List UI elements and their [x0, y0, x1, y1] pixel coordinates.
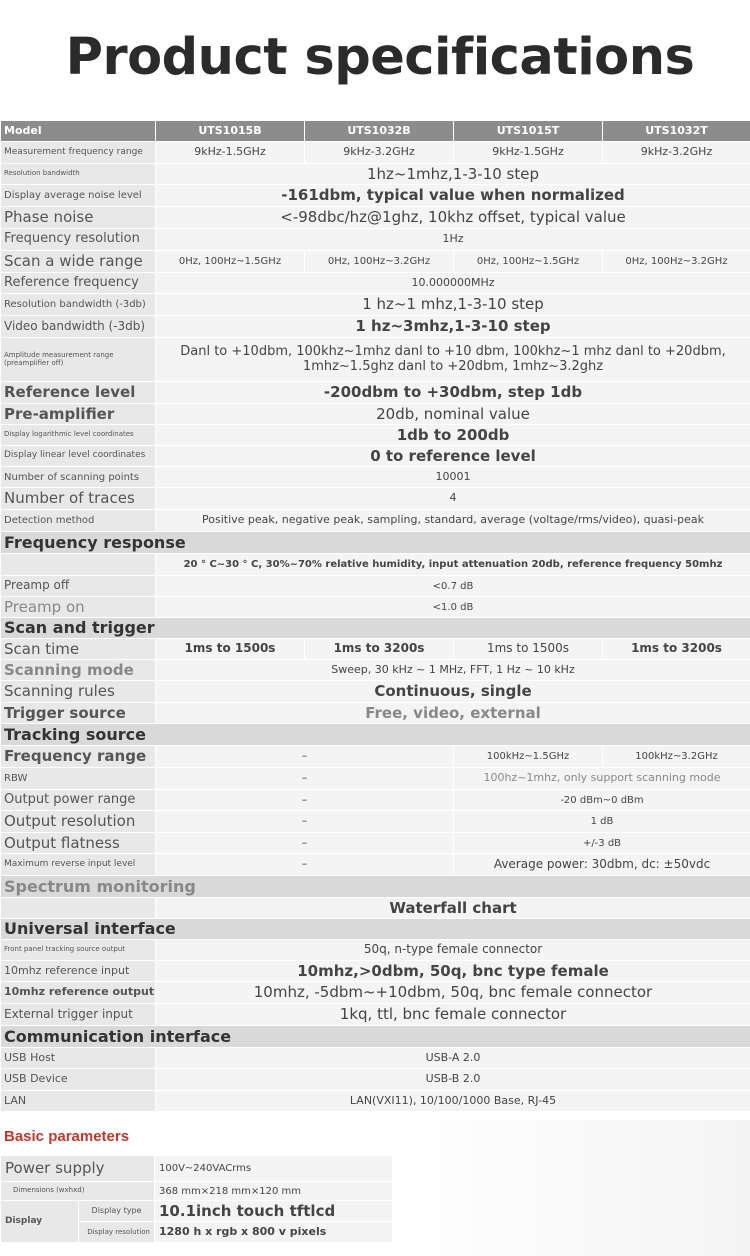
- row-value: 4: [156, 488, 750, 510]
- table-row: [1, 768, 750, 790]
- row-label: RBW: [1, 768, 156, 790]
- row-value: 9kHz-1.5GHz: [156, 142, 305, 164]
- row-value: Free, video, external: [156, 703, 750, 724]
- specifications-table: [0, 120, 750, 1112]
- row-value: -161dbm, typical value when normalized: [156, 185, 750, 207]
- row-value: 0 to reference level: [156, 446, 750, 467]
- model-label: Model: [1, 121, 156, 142]
- row-label: 10mhz reference input: [1, 961, 156, 982]
- table-row: [1, 294, 750, 316]
- row-label: Display: [1, 1201, 79, 1243]
- row-value: 1db to 200db: [156, 425, 750, 446]
- table-row: [1, 961, 750, 982]
- row-label: Frequency range: [1, 746, 156, 768]
- row-sublabel: Display resolution: [79, 1222, 155, 1243]
- row-label: Scan a wide range: [1, 251, 156, 273]
- row-value: 368 mm×218 mm×120 mm: [155, 1182, 393, 1201]
- row-value: 100hz~1mhz, only support scanning mode: [454, 768, 750, 790]
- row-value: 10001: [156, 467, 750, 488]
- table-row: [1, 510, 750, 532]
- basic-parameters-table: [0, 1155, 393, 1243]
- table-row: [1, 488, 750, 510]
- row-value: 100kHz~3.2GHz: [603, 746, 750, 768]
- section-header-spectrum-monitoring: [1, 876, 750, 898]
- row-label: Display linear level coordinates: [1, 446, 156, 467]
- row-value: Waterfall chart: [156, 898, 750, 919]
- section-title: Universal interface: [1, 919, 750, 940]
- row-value: 1 hz~1 mhz,1-3-10 step: [156, 294, 750, 316]
- model-name: UTS1032T: [603, 121, 750, 142]
- table-row: [1, 207, 750, 229]
- row-value: 9kHz-3.2GHz: [305, 142, 454, 164]
- table-row: [1, 273, 750, 294]
- section-header-tracking-source: [1, 724, 750, 746]
- row-value: -200dbm to +30dbm, step 1db: [156, 382, 750, 404]
- row-label: Display logarithmic level coordinates: [1, 425, 156, 446]
- not-applicable-dash: –: [156, 790, 454, 811]
- row-value: 10.1inch touch tftlcd: [155, 1201, 393, 1222]
- table-row: [1, 811, 750, 833]
- section-header-communication-interface: [1, 1026, 750, 1048]
- not-applicable-dash: –: [156, 811, 454, 833]
- row-label: Resolution bandwidth (-3db): [1, 294, 156, 316]
- table-row: [1, 382, 750, 404]
- row-value: 100V~240VACrms: [155, 1156, 393, 1182]
- table-row: [1, 681, 750, 703]
- table-row: [1, 251, 750, 273]
- table-row: [1, 703, 750, 724]
- table-row: [1, 338, 750, 382]
- row-label: Scanning rules: [1, 681, 156, 703]
- row-label: Number of traces: [1, 488, 156, 510]
- row-value: 1 hz~3mhz,1-3-10 step: [156, 316, 750, 338]
- row-value: USB-B 2.0: [156, 1069, 750, 1091]
- table-row: [1, 576, 750, 597]
- table-row: [1, 940, 750, 961]
- table-row: [1, 446, 750, 467]
- row-value: 1ms to 3200s: [305, 639, 454, 660]
- not-applicable-dash: –: [156, 854, 454, 876]
- row-value: Average power: 30dbm, dc: ±50vdc: [454, 854, 750, 876]
- table-row: [1, 316, 750, 338]
- row-label: Frequency resolution: [1, 229, 156, 251]
- row-label: Resolution bandwidth: [1, 164, 156, 185]
- row-value: LAN(VXI11), 10/100/1000 Base, RJ-45: [156, 1091, 750, 1112]
- row-value: 9kHz-1.5GHz: [454, 142, 603, 164]
- row-value: USB-A 2.0: [156, 1048, 750, 1069]
- table-row: [1, 229, 750, 251]
- row-label: Trigger source: [1, 703, 156, 724]
- row-value: +/-3 dB: [454, 833, 750, 854]
- row-value: 1ms to 1500s: [454, 639, 603, 660]
- section-title: Tracking source: [1, 724, 750, 746]
- row-label: Front panel tracking source output: [1, 940, 156, 961]
- row-label: Scan time: [1, 639, 156, 660]
- row-value: 1ms to 3200s: [603, 639, 750, 660]
- page-title: Product specifications: [65, 28, 695, 87]
- row-label: Amplitude measurement range (preamplifier off): [1, 338, 156, 382]
- section-header-universal-interface: [1, 919, 750, 940]
- row-label: Measurement frequency range: [1, 142, 156, 164]
- table-row: [1, 142, 750, 164]
- model-name: UTS1032B: [305, 121, 454, 142]
- row-value: 10.000000MHz: [156, 273, 750, 294]
- row-value: 1280 h x rgb x 800 v pixels: [155, 1222, 393, 1243]
- table-row: [1, 790, 750, 811]
- row-value: 0Hz, 100Hz~1.5GHz: [454, 251, 603, 273]
- row-label: [1, 898, 156, 919]
- row-value: 1hz~1mhz,1-3-10 step: [156, 164, 750, 185]
- row-label: [1, 554, 156, 576]
- row-label: Pre-amplifier: [1, 404, 156, 425]
- table-row: [1, 1069, 750, 1091]
- row-value: <-98dbc/hz@1ghz, 10khz offset, typical value: [156, 207, 750, 229]
- table-row: [1, 660, 750, 681]
- table-row: [1, 467, 750, 488]
- table-row: [1, 854, 750, 876]
- row-label: Preamp on: [1, 597, 156, 618]
- row-label: Detection method: [1, 510, 156, 532]
- section-header-frequency-response: [1, 532, 750, 554]
- row-value: Danl to +10dbm, 100khz~1mhz danl to +10 dbm, 100khz~1 mhz danl to +20dbm, 1mhz~1.5ghz danl to +20dbm, 1mhz~3.2ghz: [156, 338, 750, 382]
- table-row: [1, 597, 750, 618]
- row-label: Output flatness: [1, 833, 156, 854]
- not-applicable-dash: –: [156, 768, 454, 790]
- row-label: Preamp off: [1, 576, 156, 597]
- row-value: 1 dB: [454, 811, 750, 833]
- section-title: Frequency response: [1, 532, 750, 554]
- background-panel: [395, 1120, 750, 1256]
- row-value: 1ms to 1500s: [156, 639, 305, 660]
- table-row: [1, 554, 750, 576]
- row-label: Output resolution: [1, 811, 156, 833]
- row-value: 0Hz, 100Hz~1.5GHz: [156, 251, 305, 273]
- row-label: Reference frequency: [1, 273, 156, 294]
- table-row: [1, 164, 750, 185]
- table-row: [1, 1156, 393, 1182]
- row-label: Reference level: [1, 382, 156, 404]
- row-label: Scanning mode: [1, 660, 156, 681]
- row-label: Phase noise: [1, 207, 156, 229]
- row-label: Output power range: [1, 790, 156, 811]
- table-row: [1, 1048, 750, 1069]
- row-value: Continuous, single: [156, 681, 750, 703]
- model-header-row: [1, 121, 750, 142]
- table-row: [1, 746, 750, 768]
- row-value: Positive peak, negative peak, sampling, standard, average (voltage/rms/video), quasi-peak: [156, 510, 750, 532]
- row-value: <1.0 dB: [156, 597, 750, 618]
- model-name: UTS1015T: [454, 121, 603, 142]
- table-row: [1, 1091, 750, 1112]
- row-value: 9kHz-3.2GHz: [603, 142, 750, 164]
- basic-parameters-title: Basic parameters: [4, 1128, 130, 1145]
- row-value: 20db, nominal value: [156, 404, 750, 425]
- row-label: Dimensions (wxhxd): [1, 1182, 155, 1201]
- table-row: [1, 898, 750, 919]
- row-value: Sweep, 30 kHz ~ 1 MHz, FFT, 1 Hz ~ 10 kHz: [156, 660, 750, 681]
- row-label: LAN: [1, 1091, 156, 1112]
- table-row: [1, 639, 750, 660]
- row-value: -20 dBm~0 dBm: [454, 790, 750, 811]
- row-label: Display average noise level: [1, 185, 156, 207]
- section-title: Communication interface: [1, 1026, 750, 1048]
- table-row: [1, 1004, 750, 1026]
- row-sublabel: Display type: [79, 1201, 155, 1222]
- row-value: 1kq, ttl, bnc female connector: [156, 1004, 750, 1026]
- table-row: [1, 185, 750, 207]
- table-row: [1, 1182, 393, 1201]
- row-label: 10mhz reference output: [1, 982, 156, 1004]
- row-value: 100kHz~1.5GHz: [454, 746, 603, 768]
- row-label: USB Host: [1, 1048, 156, 1069]
- condition-note: 20 ° C~30 ° C, 30%~70% relative humidity, input attenuation 20db, reference frequency 50mhz: [156, 554, 750, 576]
- row-value: 0Hz, 100Hz~3.2GHz: [305, 251, 454, 273]
- section-title: Scan and trigger: [1, 618, 750, 639]
- not-applicable-dash: –: [156, 833, 454, 854]
- row-value: 10mhz, -5dbm~+10dbm, 50q, bnc female connector: [156, 982, 750, 1004]
- row-value: <0.7 dB: [156, 576, 750, 597]
- row-value: 50q, n-type female connector: [156, 940, 750, 961]
- table-row: [1, 1201, 393, 1222]
- row-label: USB Device: [1, 1069, 156, 1091]
- model-name: UTS1015B: [156, 121, 305, 142]
- row-label: Number of scanning points: [1, 467, 156, 488]
- row-value: 1Hz: [156, 229, 750, 251]
- table-row: [1, 425, 750, 446]
- section-header-scan-trigger: [1, 618, 750, 639]
- row-label: External trigger input: [1, 1004, 156, 1026]
- row-value: 0Hz, 100Hz~3.2GHz: [603, 251, 750, 273]
- not-applicable-dash: –: [156, 746, 454, 768]
- table-row: [1, 833, 750, 854]
- row-label: Maximum reverse input level: [1, 854, 156, 876]
- row-label: Power supply: [1, 1156, 155, 1182]
- section-title: Spectrum monitoring: [1, 876, 750, 898]
- table-row: [1, 982, 750, 1004]
- table-row: [1, 404, 750, 425]
- row-value: 10mhz,>0dbm, 50q, bnc type female: [156, 961, 750, 982]
- row-label: Video bandwidth (-3db): [1, 316, 156, 338]
